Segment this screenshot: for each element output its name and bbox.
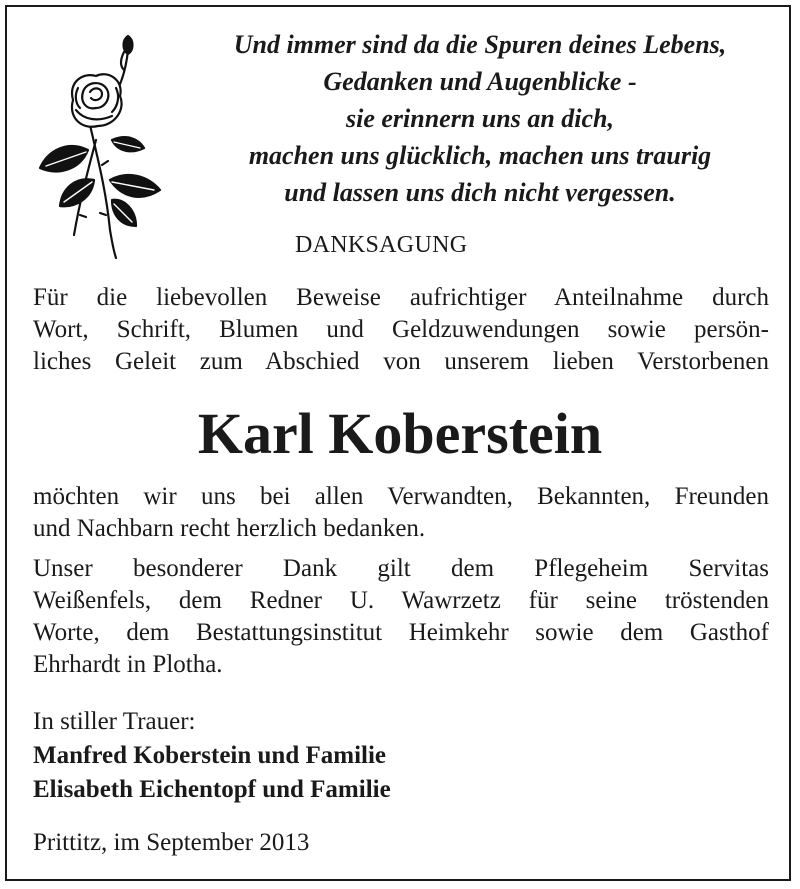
- poem-line: und lassen uns dich nicht vergessen.: [284, 178, 676, 207]
- intro-line: Für die liebevollen Beweise aufrichtiger Anteilnahme durch: [33, 284, 769, 311]
- thanks-line: möchten wir uns bei allen Verwandten, Bekannten, Freunden: [33, 483, 769, 510]
- signature-family: Manfred Koberstein und Familie: [33, 742, 387, 769]
- poem: [180, 26, 780, 211]
- signature-intro: In stiller Trauer:: [33, 708, 196, 735]
- poem-line: sie erinnern uns an dich,: [345, 104, 615, 133]
- intro-paragraph: [33, 282, 769, 378]
- intro-line: liches Geleit zum Abschied von unserem lieben Verstorbenen: [33, 348, 769, 375]
- poem-line: machen uns glücklich, machen uns traurig: [248, 141, 712, 170]
- thanks-line: und Nachbarn recht herzlich bedanken.: [33, 515, 426, 542]
- deceased-name: Karl Koberstein: [197, 401, 603, 466]
- special-thanks-line: Ehrhardt in Plotha.: [33, 651, 223, 678]
- signature-family: Elisabeth Eichentopf und Familie: [33, 776, 391, 803]
- place-date: Prittitz, im September 2013: [33, 829, 310, 856]
- notice-heading: DANKSAGUNG: [295, 232, 468, 258]
- special-thanks-line: Unser besonderer Dank gilt dem Pflegeheim Servitas: [33, 555, 769, 582]
- special-thanks-paragraph: [33, 553, 769, 681]
- rose-icon: [28, 30, 168, 260]
- thanks-paragraph: [33, 481, 769, 545]
- signature-block: [33, 705, 391, 807]
- poem-line: Gedanken und Augenblicke -: [323, 67, 637, 96]
- poem-line: Und immer sind da die Spuren deines Lebens,: [233, 30, 727, 59]
- intro-line: Wort, Schrift, Blumen und Geldzuwendungen sowie persön-: [33, 316, 769, 343]
- special-thanks-line: Weißenfels, dem Redner U. Wawrzetz für seine tröstenden: [33, 587, 769, 614]
- special-thanks-line: Worte, dem Bestattungsinstitut Heimkehr sowie dem Gasthof: [33, 619, 769, 646]
